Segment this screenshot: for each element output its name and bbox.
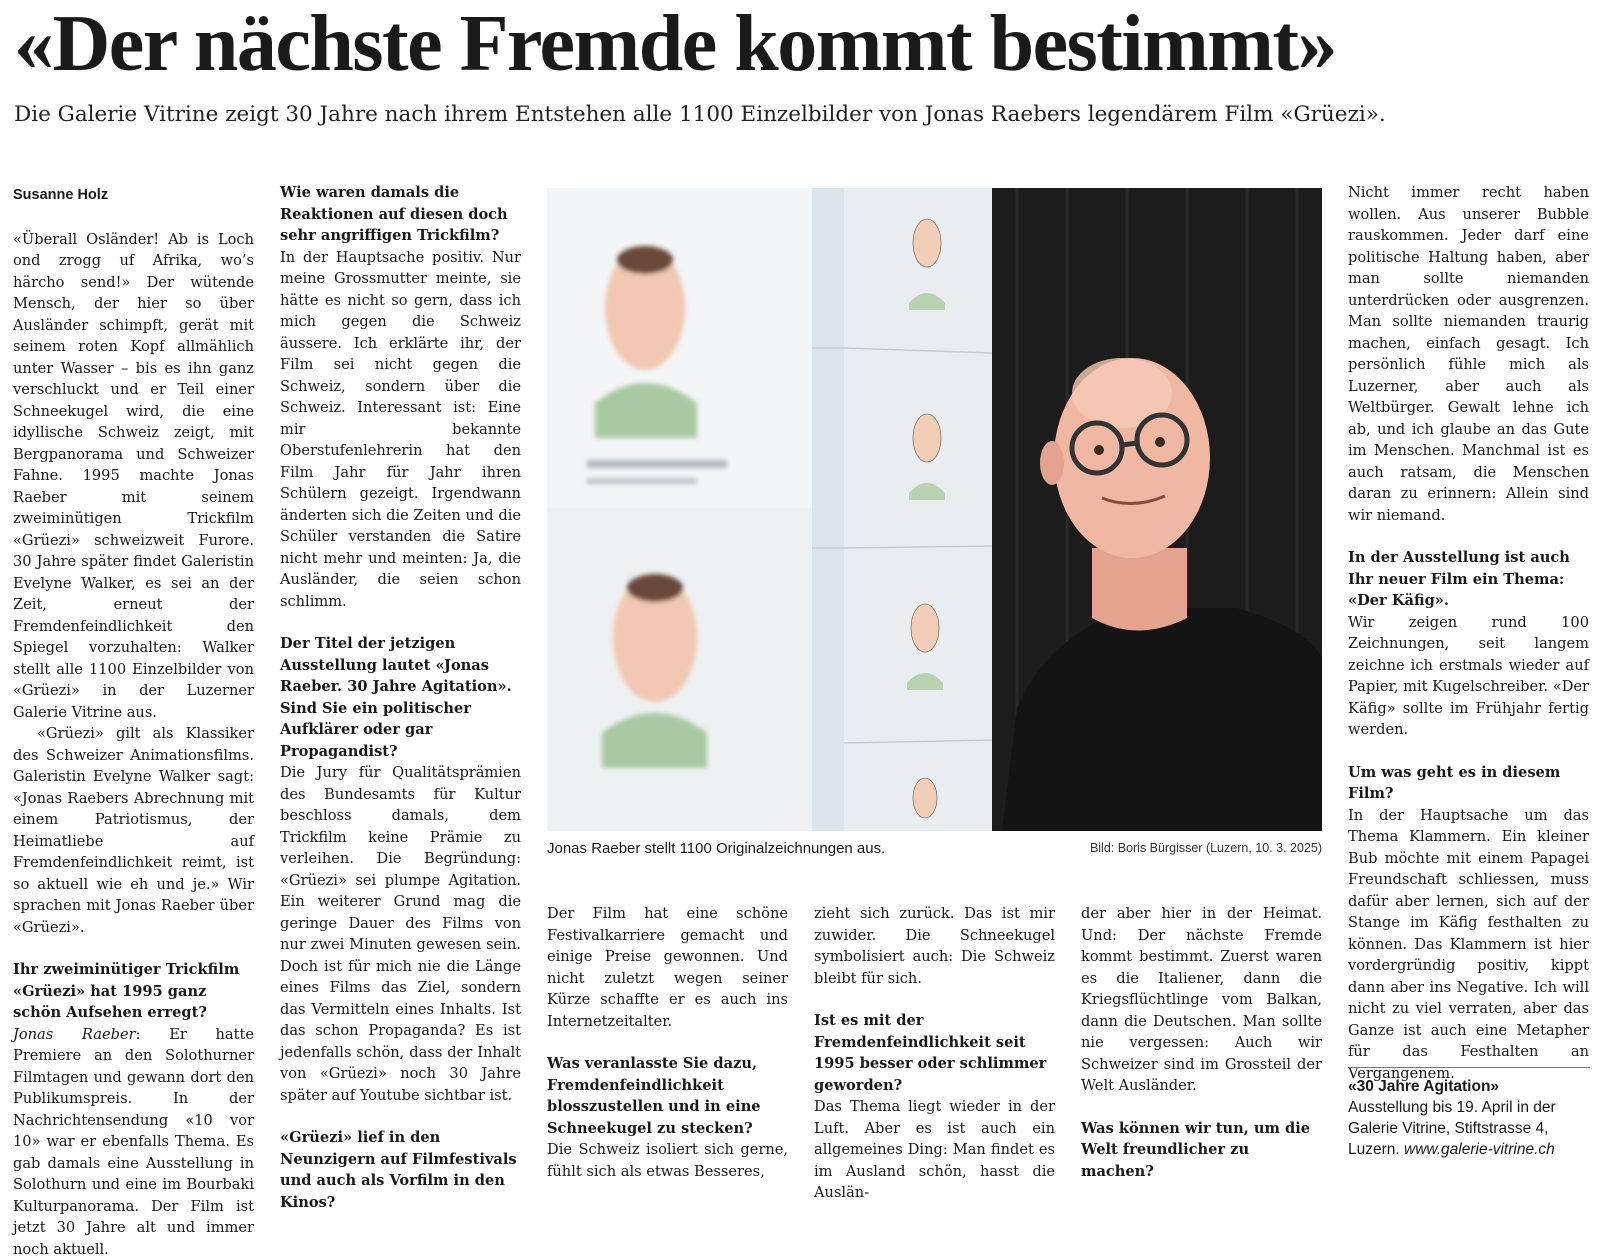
interview-answer: Der Film hat eine schöne Festivalkarriere gemacht und einige Preise gewonnen. Und nicht zuletzt wegen seiner Kürze schaffte er es auch ins Internetzeitalter. — [547, 903, 788, 1032]
interview-answer: Das Thema liegt wieder in der Luft. Aber es ist auch ein allgemeines Ding: Man findet es im Ausland schön, hasst die Auslän- — [814, 1096, 1055, 1204]
intro-paragraph: «Überall Osländer! Ab is Loch ond zrogg uf Afrika, wo’s härcho send!» Der wütende Mensch, der hier so über Ausländer schimpft, gerät mit seinem roten Kopf allmählich unter Wasser – bis es ihn ganz verschluckt und er Teil einer Schneekugel wird, die eine idyllische Schweiz zeigt, mit Bergpanorama und Schweizer Fahne. 1995 machte Jonas Raeber mit seinem zweiminütigen Trickfilm «Grüezi» schweizweit Furore. 30 Jahre später findet Galeristin Evelyne Walker, es sei an der Zeit, erneut der Fremdenfeindlichkeit den Spiegel vorzuhalten: Walker stellt alle 1100 Einzelbilder von «Grüezi» in der Luzerner Galerie Vitrine aus. — [13, 229, 254, 724]
interview-answer: In der Hauptsache um das Thema Klammern. Ein kleiner Bub möchte mit einem Papagei Freundschaft schliessen, muss dafür aber lernen, sich auf der Stange im Käfig festhalten zu können. Das Klammern ist hier vordergründig positiv, kippt dann aber ins Negative. Ich will nicht zu viel verraten, aber das Ganze ist auch eine Metapher für das Festhalten an Vergangenem. — [1348, 805, 1589, 1085]
interview-answer — [13, 1024, 254, 1260]
interview-question: Ihr zweiminütiger Trickfilm «Grüezi» hat 1995 ganz schön Aufsehen erregt? — [13, 959, 254, 1024]
author-byline: Susanne Holz — [13, 185, 254, 207]
speaker-name: Jonas Raeber — [13, 1026, 136, 1043]
infobox-title: «30 Jahre Agitation» — [1348, 1076, 1590, 1097]
article-column-5 — [1081, 903, 1322, 1182]
intro-paragraph-2: «Grüezi» gilt als Klassiker des Schweizer Animationsfilms. Galeristin Evelyne Walker sagt: «Jonas Raebers Abrechnung mit einem Patriotismus, der Heimatliebe auf Fremdenfeindlichkeit reimt, ist so aktuell wie eh und je.» Wir sprachen mit Jonas Raeber über «Grüezi». — [13, 723, 254, 938]
interview-question: Was können wir tun, um die Welt freundlicher zu machen? — [1081, 1118, 1322, 1183]
headline: «Der nächste Fremde kommt bestimmt» — [14, 4, 1336, 84]
interview-question: Wie waren damals die Reaktionen auf diesen doch sehr angriffigen Trickfilm? — [280, 182, 521, 247]
infobox-text: Ausstellung bis 19. April in der Galerie Vitrine, Stiftstrasse 4, Luzern. — [1348, 1099, 1556, 1158]
interview-question: Ist es mit der Fremdenfeindlichkeit seit 1995 besser oder schlimmer geworden? — [814, 1010, 1055, 1096]
interview-answer: zieht sich zurück. Das ist mir zuwider. Die Schneekugel symbolisiert auch: Die Schweiz bleibt für sich. — [814, 903, 1055, 989]
subline: Die Galerie Vitrine zeigt 30 Jahre nach ihrem Entstehen alle 1100 Einzelbilder von Jonas Raebers legendärem Film «Grüezi». — [14, 102, 1386, 127]
article-column-2 — [280, 182, 521, 1213]
photo-credit: Bild: Boris Bürgisser (Luzern, 10. 3. 2025) — [1090, 841, 1322, 855]
article-photo — [547, 188, 1322, 831]
interview-answer: In der Hauptsache positiv. Nur meine Grossmutter meinte, sie hätte es nicht so gern, dass ich mich gegen die Schweiz äussere. Ich erklärte ihr, der Film sei nicht gegen die Schweiz, sondern über die Schweiz. Interessant ist: Eine mir bekannte Oberstufenlehrerin hat den Film Jahr für Jahr ihren Schülern gezeigt. Irgendwann änderten sich die Zeiten und die Schüler verstanden die Satire nicht mehr und meinten: Ja, die Ausländer, die seien schon schlimm. — [280, 247, 521, 613]
interview-question: «Grüezi» lief in den Neunzigern auf Filmfestivals und auch als Vorfilm in den Kinos? — [280, 1127, 521, 1213]
gallery-website-link[interactable]: www.galerie-vitrine.ch — [1404, 1141, 1555, 1158]
article-column-3 — [547, 903, 788, 1182]
answer-text: : Er hatte Premiere an den Solothurner Filmtagen und gewann dort den Publikumspreis. In der Nachrichtensendung «10 vor 10» war er ebenfalls Thema. Es gab damals eine Ausstellung in Solothurn und eine im Bourbaki Kulturpanorama. Der Film ist jetzt 30 Jahre alt und immer noch aktuell. — [13, 1026, 254, 1258]
interview-answer: Wir zeigen rund 100 Zeichnungen, seit langem zeichne ich erstmals wieder auf Papier, mit Kugelschreiber. «Der Käfig» sollte im Frühjahr fertig werden. — [1348, 612, 1589, 741]
interview-answer: Nicht immer recht haben wollen. Aus unserer Bubble rauskommen. Jeder darf eine politische Haltung haben, aber man sollte niemanden unterdrücken oder ausgrenzen. Man sollte niemanden traurig machen, einfach gesagt. Ich persönlich fühle mich als Luzerner, aber auch als Weltbürger. Gewalt lehne ich ab, und ich glaube an das Gute im Menschen. Manchmal ist es auch ratsam, die Menschen daran zu erinnern: Allein sind wir niemand. — [1348, 182, 1589, 526]
exhibition-infobox — [1348, 1067, 1590, 1160]
photo-caption — [547, 840, 1322, 857]
interview-answer: Die Jury für Qualitätsprämien des Bundesamts für Kultur beschloss damals, dem Trickfilm keine Prämie zu verleihen. Die Begründung: «Grüezi» sei plumpe Agitation. Ein weiterer Grund mag die geringe Dauer des Films von nur zwei Minuten gewesen sein. Doch ist für mich nie die Länge eines Films das Ziel, sondern das Vermitteln eines Inhalts. Ist das schon Propaganda? Es ist jedenfalls schön, dass der Inhalt von «Grüezi» noch 30 Jahre später auf Youtube sichtbar ist. — [280, 762, 521, 1106]
interview-answer: der aber hier in der Heimat. Und: Der nächste Fremde kommt bestimmt. Zuerst waren es die Italiener, dann die Kriegsflüchtlinge vom Balkan, dann die Deutschen. Man sollte nie vergessen: Auch wir Schweizer sind im Grossteil der Welt Ausländer. — [1081, 903, 1322, 1097]
article-column-1 — [13, 185, 254, 1260]
photo-jonas-raeber-with-drawings — [547, 188, 1322, 831]
interview-question: Was veranlasste Sie dazu, Fremdenfeindlichkeit blosszustellen und in eine Schneekugel zu stecken? — [547, 1053, 788, 1139]
interview-question: Um was geht es in diesem Film? — [1348, 762, 1589, 805]
interview-question: Der Titel der jetzigen Ausstellung lautet «Jonas Raeber. 30 Jahre Agitation». Sind Sie ein politischer Aufklärer oder gar Propagandist? — [280, 633, 521, 762]
interview-answer: Die Schweiz isoliert sich gerne, fühlt sich als etwas Besseres, — [547, 1139, 788, 1182]
article-column-4 — [814, 903, 1055, 1204]
caption-text: Jonas Raeber stellt 1100 Originalzeichnungen aus. — [547, 840, 885, 857]
article-column-6 — [1348, 182, 1589, 1084]
interview-question: In der Ausstellung ist auch Ihr neuer Film ein Thema: «Der Käfig». — [1348, 547, 1589, 612]
